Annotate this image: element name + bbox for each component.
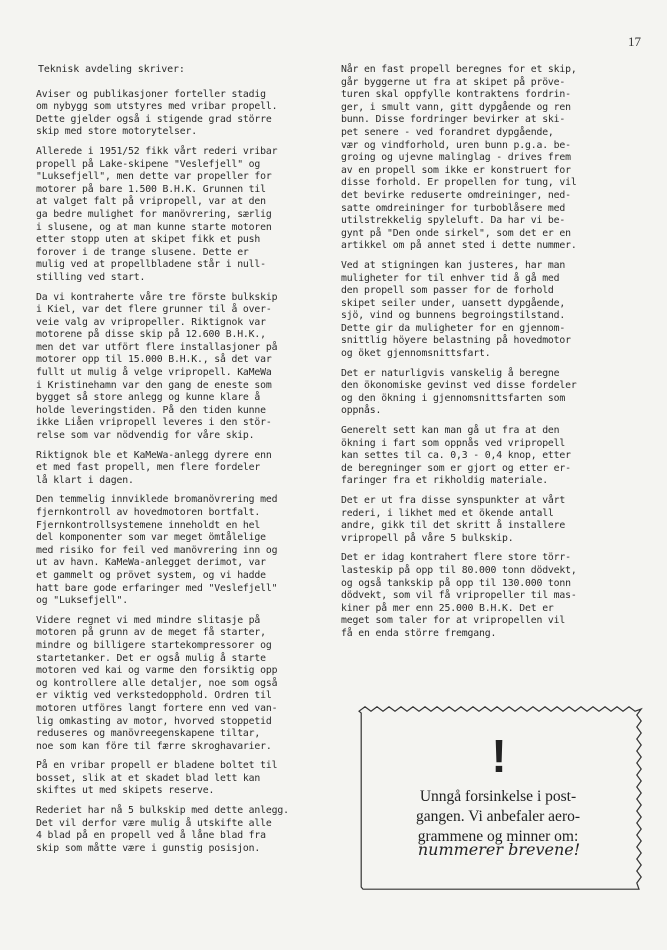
paragraph: Da vi kontraherte våre tre förste bulkskip i Kiel, var det flere grunner til å over- veie valg av vripropeller. Riktignok var motorene på disse skip på 12.600 B.H.K., men det var utfört flere installasjoner på motorer opp til 15.000 B.H.K., så det var fullt ut mulig å velge vripropell. KaMeWa i Kristinehamn var den gang de eneste som bygget så store anlegg og kunne klare å holde leveringstiden. På den tiden kunne ikke Liåen vripropell leveres i den stör- relse som var nödvendig for våre skip. xyxy=(36,291,278,442)
paragraph: Rederiet har nå 5 bulkskip med dette anlegg. Det vil derfor være mulig å utskifte alle 4 blad på en propell ved å låne blad fra skip som måtte være i gunstig posisjon. xyxy=(36,805,289,854)
paragraph: Generelt sett kan man gå ut fra at den ökning i fart som oppnås ved vripropell kan settes til ca. 0,3 - 0,4 knop, etter de beregninger som er gjort og etter er- faringer fra et rikholdig materiale. xyxy=(341,425,571,487)
paragraph: Ved at stigningen kan justeres, har man muligheter for til enhver tid å gå med den propell som passer for de forhold skipet seiler under, uansett dypgående, sjö, vind og bunnens begroingstilstand. Dette gir da muligheter for en gjennom- snittlig höyere belastning på hovedmotor og öket gjennomsnittsfart. xyxy=(341,259,571,360)
notice-box xyxy=(353,703,645,893)
handwritten-note: nummerer brevene! xyxy=(417,840,581,859)
paragraph: Videre regnet vi med mindre slitasje på motoren på grunn av de meget få starter, mindre og billigere startekompressorer og startetanker. Det er også mulig å starte motoren ved kai og varme den forsiktig opp og kontrollere alle detaljer, noe som også er viktig ved verkstedopphold. Ordren til motoren utföres langt fortere enn ved van- lig omkasting av motor, hvorved stoppetid reduseres og manövreegenskapene tiltar, noe som kan före til færre skroghavarier. xyxy=(36,614,278,752)
section-heading: Teknisk avdeling skriver: xyxy=(38,64,185,75)
page-number: 17 xyxy=(628,34,641,49)
paragraph: Når en fast propell beregnes for et skip, går byggerne ut fra at skipet på pröve- turen skal oppfylle kontraktens fordrin- ger, i smult vann, gitt dypgående og ren bunn. Disse fordringer bevirker at ski- pet senere - ved forandret dypgående, vær og vindforhold, uren bunn p.g.a. be- groing og ujevne malinglag - drives frem av en propell som ikke er konstruert for disse forhold. Er propellen for tung, vil det bevirke reduserte omdreininger, ned- satte omdreininger for turboblåsere med utilstrekkelig spyleluft. Da har vi be- gynt på "Den onde sirkel", som det er en artikkel om på annet sted i dette nummer. xyxy=(341,64,577,252)
paragraph: Det er ut fra disse synspunkter at vårt rederi, i likhet med et ökende antall andre, gikk til det skritt å installere vripropell på våre 5 bulkskip. xyxy=(341,495,566,544)
left-column xyxy=(36,64,324,862)
paragraph: På en vribar propell er bladene boltet til bosset, slik at et skadet blad lett kan skiftes ut med skipets reserve. xyxy=(36,760,278,797)
paragraph: Det er naturligvis vanskelig å beregne den ökonomiske gevinst ved disse fordeler og den ökning i gjennomsnittsfarten som oppnås. xyxy=(341,367,577,417)
paragraph: Aviser og publikasjoner forteller stadig om nybygg som utstyres med vribar propell. Dette gjelder også i stigende grad större skip med store motorytelser. xyxy=(36,88,278,138)
right-column xyxy=(341,64,633,648)
paragraph: Den temmelig innviklede bromanövrering med fjernkontroll av hovedmotoren bortfalt. Fjernkontrollsystemene inneholdt en hel del komponenter som var meget ömtålelige med risiko for feil ved manövrering inn og ut av havn. KaMeWa-anlegget derimot, var et gammelt og prövet system, og vi hadde hatt bare gode erfaringer med "Veslefjell" og "Luksefjell". xyxy=(36,494,278,607)
notice-text: Unngå forsinkelse i post- gangen. Vi anbefaler aero- grammene og minner om: xyxy=(415,788,581,845)
paragraph: Allerede i 1951/52 fikk vårt rederi vribar propell på Lake-skipene "Veslefjell" og "Luksefjell", men dette var propeller for motorer på bare 1.500 B.H.K. Grunnen til at valget falt på vripropell, var at den ga bedre mulighet for manövrering, særlig i slusene, og at man kunne starte motoren etter stopp uten at skipet fikk et push forover i de trange slusene. Dette er mulig ved at propellbladene står i null- stilling ved start. xyxy=(36,145,278,283)
exclamation-icon: ! xyxy=(491,730,507,782)
paragraph: Det er idag kontrahert flere store törr- lasteskip på opp til 80.000 tonn dödvekt, og også tankskip på opp til 130.000 tonn dödvekt, som vil få vripropeller til mas- kiner på mer enn 25.000 B.H.K. Det er meget som taler for at vripropellen vil få en enda större fremgang. xyxy=(341,552,577,639)
paragraph: Riktignok ble et KaMeWa-anlegg dyrere enn et med fast propell, men flere fordeler lå klart i dagen. xyxy=(36,449,272,486)
